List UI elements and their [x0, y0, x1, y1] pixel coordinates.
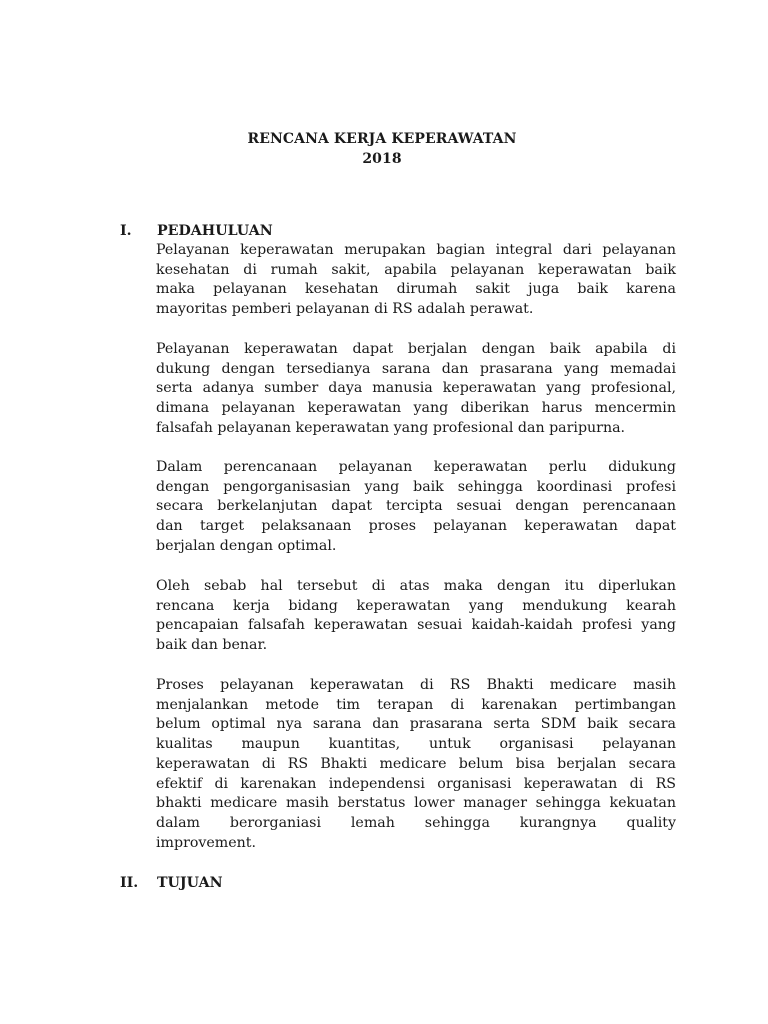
- text-line: menjalankan metode tim terapan di karenakan pertimbangan: [156, 696, 676, 713]
- text-line: kualitas maupun kuantitas, untuk organisasi pelayanan: [156, 736, 676, 753]
- section-heading: TUJUAN: [157, 875, 223, 891]
- text-line: Pelayanan keperawatan dapat berjalan dengan baik apabila di: [156, 341, 676, 357]
- paragraph: [156, 676, 676, 853]
- text-line: Oleh sebab hal tersebut di atas maka dengan itu diperlukan: [156, 578, 676, 594]
- paragraph: [156, 340, 676, 439]
- text-line: maka pelayanan kesehatan dirumah sakit juga baik karena: [156, 281, 676, 298]
- text-line: Dalam perencanaan pelayanan keperawatan perlu didukung: [156, 459, 676, 475]
- text-line: pencapaian falsafah keperawatan sesuai kaidah-kaidah profesi yang: [156, 617, 676, 634]
- text-line: dengan pengorganisasian yang baik sehingga koordinasi profesi: [156, 478, 676, 495]
- document-title: RENCANA KERJA KEPERAWATAN: [247, 131, 517, 147]
- document-year: 2018: [362, 151, 402, 167]
- text-line: Pelayanan keperawatan merupakan bagian integral dari pelayanan: [156, 242, 676, 258]
- text-line: improvement.: [156, 834, 257, 851]
- text-line: keperawatan di RS Bhakti medicare belum bisa berjalan secara: [156, 755, 676, 772]
- section-heading: PEDAHULUAN: [157, 223, 273, 239]
- text-line: rencana kerja bidang keperawatan yang mendukung kearah: [156, 597, 676, 614]
- text-line: bhakti medicare masih berstatus lower manager sehingga kekuatan: [156, 795, 676, 812]
- text-line: mayoritas pemberi pelayanan di RS adalah perawat.: [156, 301, 534, 318]
- text-line: serta adanya sumber daya manusia keperawatan yang profesional,: [156, 380, 676, 397]
- text-line: secara berkelanjutan dapat tercipta sesuai dengan perencanaan: [156, 498, 676, 515]
- section-number: II.: [120, 875, 139, 891]
- text-line: kesehatan di rumah sakit, apabila pelayanan keperawatan baik: [156, 261, 676, 278]
- text-line: dimana pelayanan keperawatan yang diberikan harus mencermin: [156, 400, 676, 417]
- text-line: belum optimal nya sarana dan prasarana serta SDM baik secara: [156, 716, 676, 733]
- text-line: dan target pelaksanaan proses pelayanan keperawatan dapat: [156, 518, 676, 535]
- text-line: efektif di karenakan independensi organisasi keperawatan di RS: [156, 775, 676, 792]
- paragraph: [156, 458, 676, 557]
- paragraph: [156, 577, 676, 656]
- section-number: I.: [120, 223, 132, 239]
- text-line: falsafah pelayanan keperawatan yang profesional dan paripurna.: [156, 419, 626, 436]
- text-line: Proses pelayanan keperawatan di RS Bhakti medicare masih: [156, 677, 676, 693]
- text-line: berjalan dengan optimal.: [156, 537, 337, 554]
- paragraph: [156, 241, 676, 320]
- text-line: dalam berorganiasi lemah sehingga kurangnya quality: [156, 814, 676, 831]
- text-line: dukung dengan tersedianya sarana dan prasarana yang memadai: [156, 360, 676, 377]
- text-line: baik dan benar.: [156, 637, 268, 654]
